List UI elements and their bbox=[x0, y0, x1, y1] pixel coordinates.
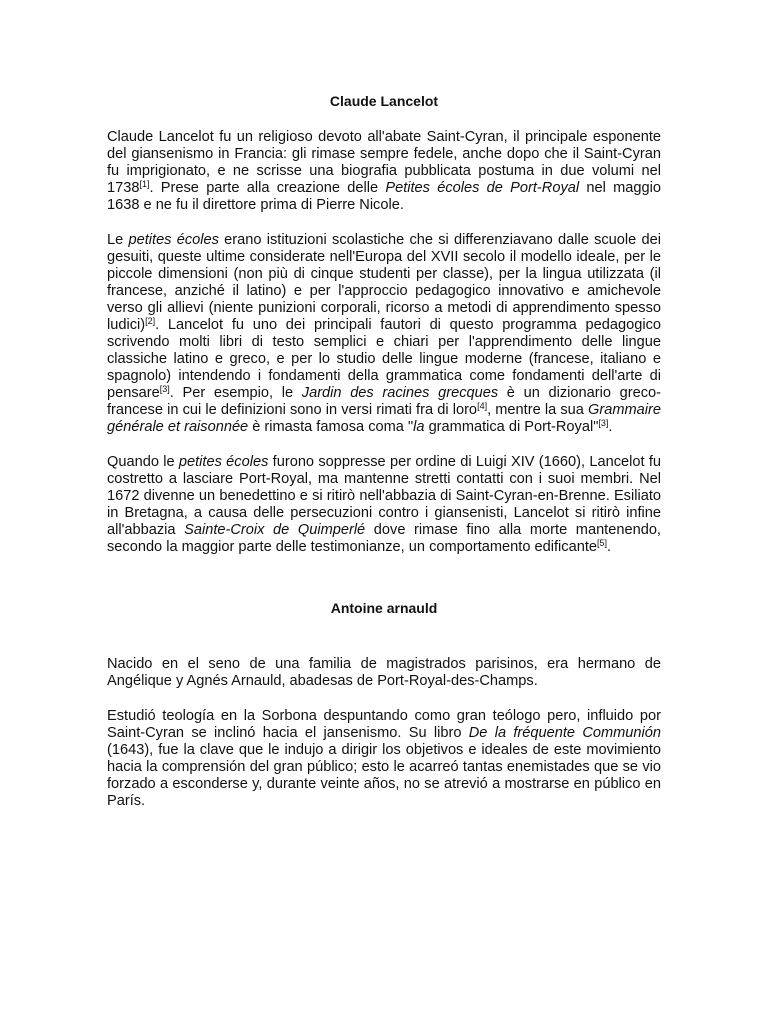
text-run: . bbox=[607, 539, 612, 555]
text-run: . Per esempio, le bbox=[169, 385, 302, 401]
text-run: Estudió teología en la Sorbona despuntando como gran teólogo pero, influido por Saint-Cyran se inclinó hacia el jansenismo. Su libro bbox=[107, 708, 661, 741]
text-run: , mentre la sua bbox=[487, 402, 589, 418]
section-title-lancelot: Claude Lancelot bbox=[329, 93, 439, 109]
text-run: dove rimase fino alla morte mantenendo, secondo la maggior parte delle testimonianze, un comportamento edificante bbox=[107, 522, 661, 555]
text-run: (1643), fue la clave que le indujo a dirigir los objetivos e ideales de este movimiento hacia la comprensión del gran público; esto le acarreó tantas enemistades que se vio forzado a esconderse y, durante veinte años, no se atrevió a mostrarse en público en París. bbox=[107, 742, 661, 809]
paragraph-arnauld-studies bbox=[107, 708, 661, 810]
text-run: è rimasta famosa coma " bbox=[248, 419, 414, 435]
italic-title: De la fréquente Communión bbox=[468, 725, 661, 741]
footnote-ref[interactable]: [1] bbox=[139, 179, 150, 189]
text-run: erano istituzioni scolastiche che si differenziavano dalle scuole dei gesuiti, queste ultime considerate nell'Europa del XVII secolo il modello ideale, per le piccole dimensioni (non più di cinque studenti per classe), per la lingua utilizzata (il francese, anziché il latino) e per l'approccio pedagogico innovativo e amichevole verso gli allievi (niente punizioni corporali, ricorso a metodi di apprendimento spesso ludici) bbox=[107, 232, 661, 333]
text-run: è un dizionario greco-francese in cui le definizioni sono in versi rimati fra di loro bbox=[107, 385, 661, 418]
paragraph-lancelot-intro bbox=[107, 129, 661, 214]
italic-title: Jardin des racines grecques bbox=[301, 385, 499, 401]
footnote-ref[interactable]: [3] bbox=[598, 418, 609, 428]
footnote-ref[interactable]: [5] bbox=[597, 538, 608, 548]
text-run: Nacido en el seno de una familia de magistrados parisinos, era hermano de Angélique y Agnés Arnauld, abadesas de Port-Royal-des-Champs. bbox=[107, 656, 661, 689]
document-body bbox=[107, 90, 661, 828]
text-run: Quando le bbox=[107, 454, 179, 470]
paragraph-suppression bbox=[107, 454, 661, 556]
italic-title: Grammaire générale et raisonnée bbox=[107, 402, 662, 435]
italic-term: la bbox=[413, 419, 425, 435]
text-run: Claude Lancelot fu un religioso devoto all'abate Saint-Cyran, il principale esponente del giansenismo in Francia: gli rimase sempre fedele, anche dopo che il Saint-Cyran fu imprigionato, e ne scrisse una biografia pubblicata postuma in due volumi nel 1738 bbox=[107, 129, 661, 196]
italic-term: petites écoles bbox=[128, 232, 219, 248]
footnote-ref[interactable]: [3] bbox=[159, 384, 170, 394]
text-run: grammatica di Port-Royal" bbox=[424, 419, 599, 435]
italic-title: Petites écoles de Port-Royal bbox=[385, 180, 580, 196]
text-run: furono soppresse per ordine di Luigi XIV (1660), Lancelot fu costretto a lasciare Port-Royal, ma mantenne stretti contatti con i suoi membri. Nel 1672 divenne un benedettino e si ritirò nell'abbazia di Saint-Cyran-en-Brenne. Esiliato in Bretagna, a causa delle persecuzioni contro i giansenisti, Lancelot si ritirò infine all'abbazia bbox=[107, 454, 661, 538]
paragraph-petites-ecoles bbox=[107, 232, 661, 436]
text-run: . bbox=[608, 419, 613, 435]
italic-place: Sainte-Croix de Quimperlé bbox=[184, 522, 366, 538]
paragraph-arnauld-family bbox=[107, 656, 661, 690]
footnote-ref[interactable]: [2] bbox=[145, 316, 156, 326]
text-run: Le bbox=[107, 232, 129, 248]
footnote-ref[interactable]: [4] bbox=[477, 401, 488, 411]
text-run: nel maggio 1638 e ne fu il direttore prima di Pierre Nicole. bbox=[107, 180, 661, 213]
text-run: . Lancelot fu uno dei principali fautori di questo programma pedagogico scrivendo molti libri di testo semplici e chiari per l'apprendimento delle lingue classiche latino e greco, e per lo studio delle lingue moderne (francese, italiano e spagnolo) intendendo i fondamenti della grammatica come fondamenti dell'arte di pensare bbox=[107, 317, 661, 401]
text-run: . Prese parte alla creazione delle bbox=[149, 180, 386, 196]
section-title-arnauld: Antoine arnauld bbox=[330, 600, 438, 616]
italic-term: petites écoles bbox=[178, 454, 269, 470]
